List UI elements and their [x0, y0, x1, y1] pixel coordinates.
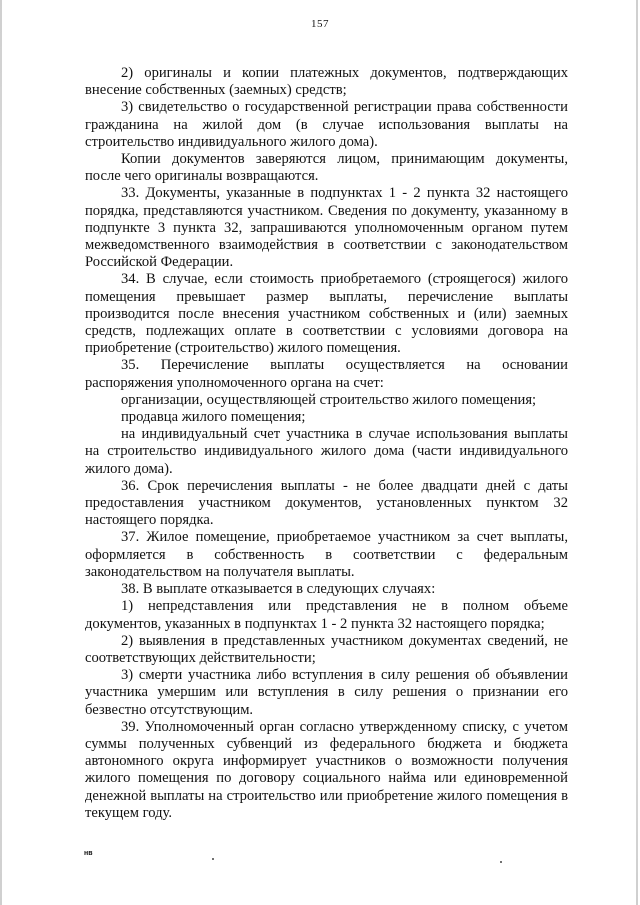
scan-speck: [500, 861, 502, 863]
paragraph-38: 38. В выплате отказывается в следующих случаях:: [121, 581, 436, 598]
paragraph-35-account: на индивидуальный счет участника в случае использования выплаты на строительство индивидуального жилого дома (части индивидуального жилого дома).: [85, 426, 568, 477]
paragraph-copies-note: Копии документов заверяются лицом, принимающим документы, после чего оригиналы возвращаются.: [85, 151, 568, 185]
paragraph-item-3: 3) свидетельство о государственной регистрации права собственности гражданина на жилой дом (в случае использования выплаты на строительство индивидуального жилого дома).: [85, 99, 568, 150]
page-number: 157: [311, 18, 329, 30]
page-edge-left: [0, 0, 2, 905]
paragraph-37: 37. Жилое помещение, приобретаемое участником за счет выплаты, оформляется в собственность в соответствии с федеральным законодательством на получателя выплаты.: [85, 529, 568, 580]
paragraph-35: 35. Перечисление выплаты осуществляется на основании распоряжения уполномоченного органа на счет:: [85, 357, 568, 391]
paragraph-item-2: 2) оригиналы и копии платежных документов, подтверждающих внесение собственных (заемных) средств;: [85, 65, 568, 99]
paragraph-33: 33. Документы, указанные в подпунктах 1 - 2 пункта 32 настоящего порядка, представляются участником. Сведения по документу, указанному в подпункте 3 пункта 32, запрашиваются уполномоченным органом путем межведомственного взаимодействия в соответствии с законодательством Российской Федерации.: [85, 185, 568, 271]
paragraph-34: 34. В случае, если стоимость приобретаемого (строящегося) жилого помещения превышает размер выплаты, перечисление выплаты производится после внесения участником собственных и (или) заемных средств, подлежащих оплате в соответствии с условиями договора на приобретение (строительство) жилого помещения.: [85, 271, 568, 357]
paragraph-35-org: организации, осуществляющей строительство жилого помещения;: [121, 391, 537, 408]
footer-mark: нв: [84, 850, 93, 857]
paragraph-39: 39. Уполномоченный орган согласно утвержденному списку, с учетом суммы полученных субвенций из федерального бюджета и бюджета автономного округа информирует участников о возможности получения жилого помещения по договору социального найма или единовременной денежной выплаты на строительство или приобретение жилого помещения в текущем году.: [85, 718, 568, 821]
paragraph-38-1: 1) непредставления или представления не в полном объеме документов, указанных в подпунктах 1 - 2 пункта 32 настоящего порядка;: [85, 598, 568, 632]
paragraph-38-3: 3) смерти участника либо вступления в силу решения об объявлении участника умершим или вступления в силу решения о признании его безвестно отсутствующим.: [85, 667, 568, 718]
paragraph-36: 36. Срок перечисления выплаты - не более двадцати дней с даты предоставления участником документов, установленных пунктом 32 настоящего порядка.: [85, 477, 568, 529]
paragraph-35-seller: продавца жилого помещения;: [121, 409, 306, 426]
document-body: [85, 65, 568, 822]
paragraph-38-2: 2) выявления в представленных участником документах сведений, не соответствующих действительности;: [85, 632, 568, 666]
page-edge-right: [636, 0, 638, 905]
scan-speck: [212, 858, 214, 860]
